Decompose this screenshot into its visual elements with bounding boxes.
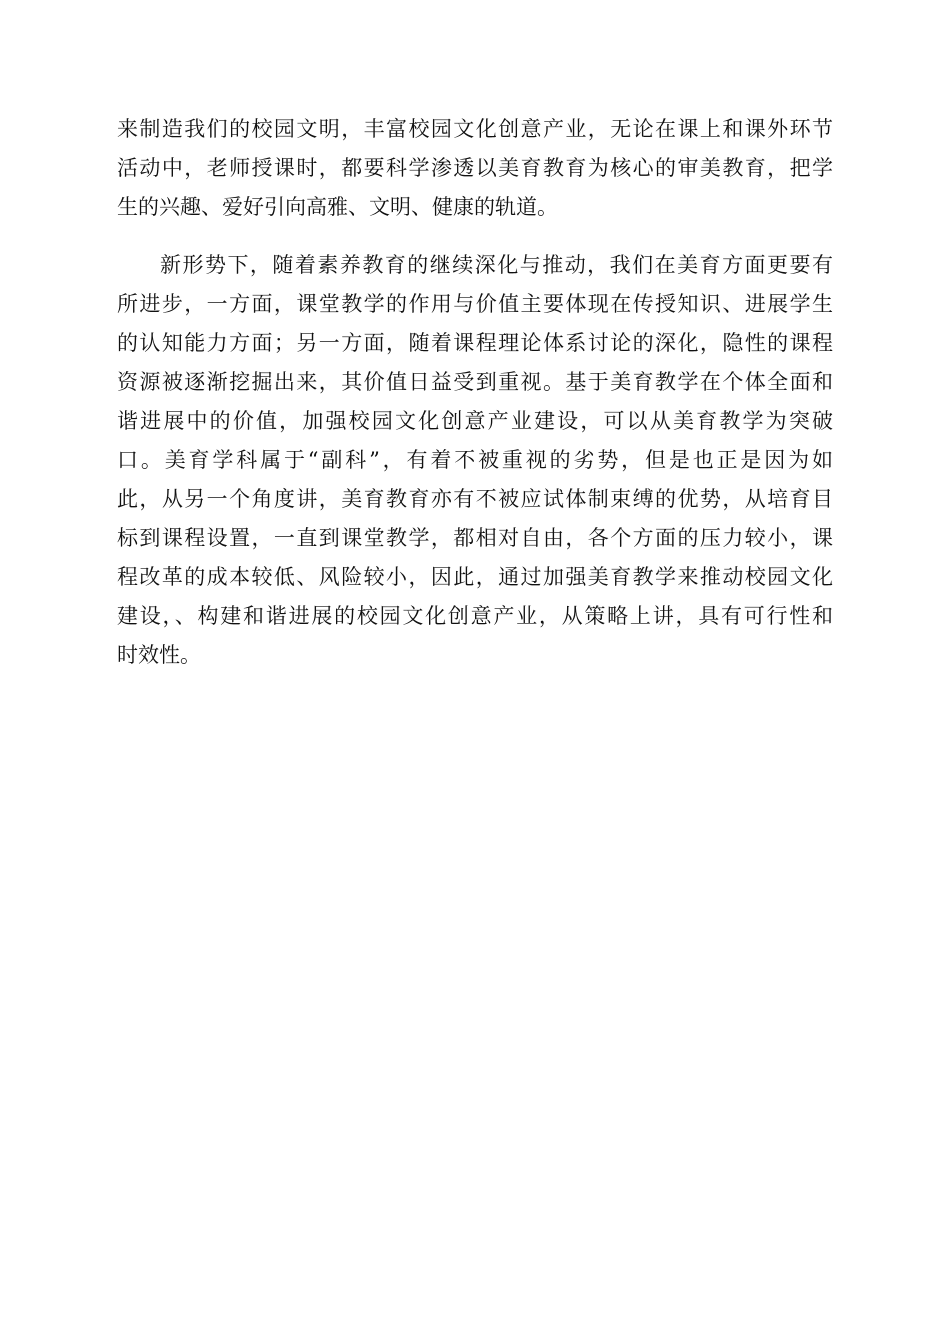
paragraph-2: [117, 246, 833, 675]
paragraph-line: 程改革的成本较低、风险较小，因此，通过加强美育教学来推动校园文化: [117, 565, 833, 589]
document-body: [117, 110, 833, 675]
paragraph-line: 生的兴趣、爱好引向高雅、文明、健康的轨道。: [117, 195, 558, 219]
paragraph-line: 的认知能力方面；另一方面，随着课程理论体系讨论的深化，隐性的课程: [117, 331, 833, 355]
paragraph-line: 新形势下，随着素养教育的继续深化与推动，我们在美育方面更要有: [160, 253, 833, 277]
paragraph-line: 标到课程设置，一直到课堂教学，都相对自由，各个方面的压力较小，课: [117, 526, 833, 550]
paragraph-line: 口。美育学科属于“副科”，有着不被重视的劣势，但是也正是因为如: [117, 448, 833, 472]
paragraph-line: 时效性。: [117, 643, 201, 667]
paragraph-line: 谐进展中的价值，加强校园文化创意产业建设，可以从美育教学为突破: [117, 409, 833, 433]
paragraph-line: 所进步，一方面，课堂教学的作用与价值主要体现在传授知识、进展学生: [117, 292, 833, 316]
paragraph-line: 此，从另一个角度讲，美育教育亦有不被应试体制束缚的优势，从培育目: [117, 487, 833, 511]
paragraph-line: 建设，、构建和谐进展的校园文化创意产业，从策略上讲，具有可行性和: [117, 604, 833, 628]
paragraph-line: 活动中，老师授课时，都要科学渗透以美育教育为核心的审美教育，把学: [117, 156, 833, 180]
paragraph-line: 资源被逐渐挖掘出来，其价值日益受到重视。基于美育教学在个体全面和: [117, 370, 833, 394]
paragraph-spacer: [117, 227, 833, 246]
paragraph-1: [117, 110, 833, 227]
paragraph-line: 来制造我们的校园文明，丰富校园文化创意产业，无论在课上和课外环节: [117, 117, 833, 141]
